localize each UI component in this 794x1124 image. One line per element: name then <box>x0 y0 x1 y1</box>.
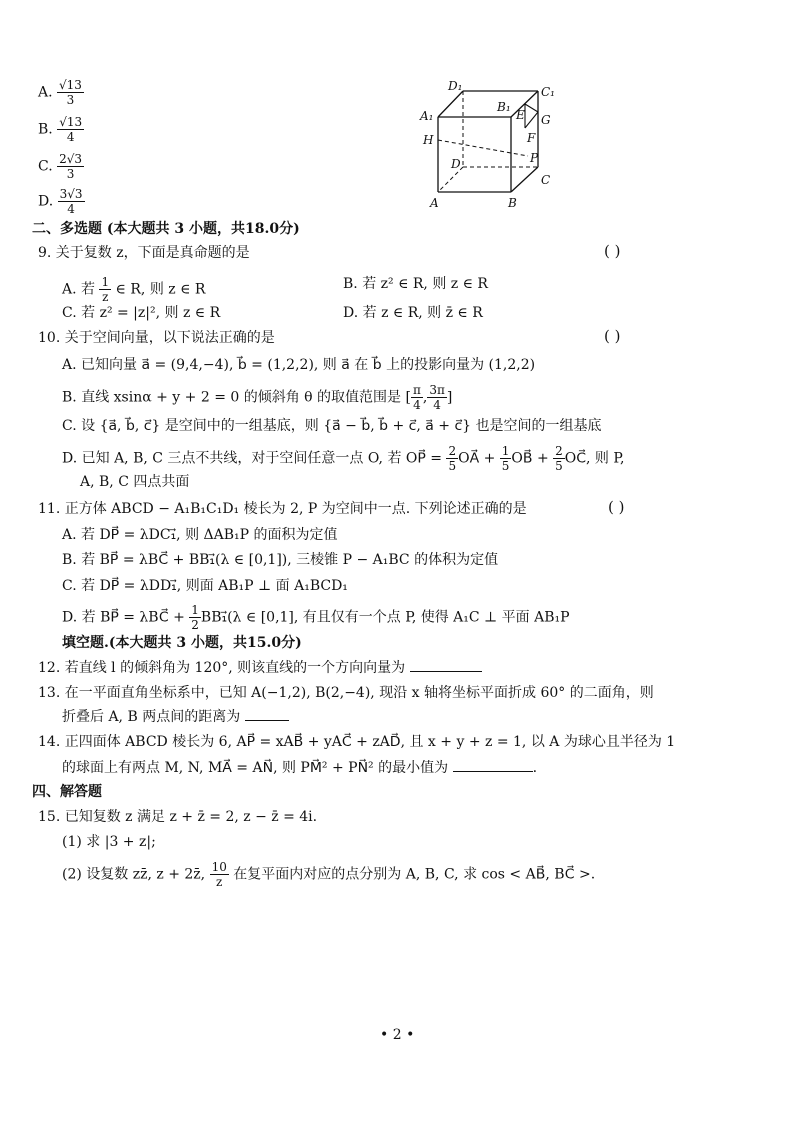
cube-figure <box>415 76 565 211</box>
q11-option-d <box>62 603 570 632</box>
numerator: 3π <box>429 383 445 397</box>
q10-option-a: A. 已知向量 a⃗ = (9,4,−4), b⃗ = (1,2,2), 则 a⃗ 在 b⃗ 上的投影向量为 (1,2,2) <box>62 357 536 373</box>
q9-option-d: D. 若 z ∈ R, 则 z̄ ∈ R <box>343 305 483 321</box>
label-c1: C₁ <box>541 85 555 99</box>
numerator: √13 <box>59 78 82 92</box>
segment-f-g <box>525 112 538 128</box>
fraction <box>427 383 447 412</box>
label-e: E <box>516 108 525 122</box>
label-g: G <box>541 113 551 127</box>
q13-text: 折叠后 A, B 两点间的距离为 <box>62 709 241 725</box>
edge-b-c <box>511 167 538 192</box>
page-number: • 2 • <box>380 1027 415 1043</box>
option-text: A. 若 <box>62 281 100 298</box>
fraction <box>411 383 423 412</box>
denominator: 5 <box>555 459 563 473</box>
hidden-segment-h-p <box>438 140 528 156</box>
denominator: 2 <box>191 618 199 632</box>
q13-line1: 13. 在一平面直角坐标系中，已知 A(−1,2), B(2,−4), 现沿 x 轴将坐标平面折成 60° 的二面角，则 <box>38 685 654 701</box>
fraction <box>57 152 84 181</box>
q14-line2 <box>62 759 537 777</box>
option-text: OC⃗, 则 P, <box>564 450 625 467</box>
option-label: D. <box>38 193 54 210</box>
q8-option-c <box>38 152 84 181</box>
numerator: √13 <box>59 115 83 129</box>
q10-option-c: C. 设 {a⃗, b⃗, c⃗} 是空间中的一组基底，则 {a⃗ − b⃗, b⃗ + c⃗, a⃗ + c⃗} 也是空间的一组基底 <box>62 418 602 434</box>
label-c: C <box>541 173 551 187</box>
denominator: 3 <box>66 93 75 107</box>
numerator: 1 <box>501 444 510 458</box>
q12-text: 12. 若直线 l 的倾斜角为 120°, 则该直线的一个方向向量为 <box>38 660 406 676</box>
q11-option-c: C. 若 DP⃗ = λDD₁⃗, 则面 AB₁P ⊥ 面 A₁BCD₁ <box>62 578 348 594</box>
label-a1: A₁ <box>420 109 434 123</box>
option-text: ] <box>446 389 453 406</box>
q9-stem: 9. 关于复数 z，下面是真命题的是 <box>38 245 250 261</box>
q8-option-d <box>38 187 85 216</box>
numerator: 2 <box>448 444 457 458</box>
numerator: 10 <box>211 860 227 874</box>
option-text: D. 已知 A, B, C 三点不共线，对于空间任意一点 O, 若 OP⃗ = <box>62 450 447 467</box>
q11-answer-paren: ( ) <box>608 498 625 516</box>
q11-option-b: B. 若 BP⃗ = λBC⃗ + BB₁⃗(λ ∈ [0,1]), 三棱锥 P − A₁BC 的体积为定值 <box>62 552 499 568</box>
q13-line2 <box>62 708 289 726</box>
q14-line1: 14. 正四面体 ABCD 棱长为 6, AP⃗ = xAB⃗ + yAC⃗ + zAD⃗, 且 x + y + z = 1, 以 A 为球心且半径为 1 <box>38 734 676 750</box>
option-label: B. <box>38 121 53 138</box>
denominator: 4 <box>67 202 75 216</box>
fraction <box>189 603 201 632</box>
option-text: BB₁⃗(λ ∈ [0,1], 有且仅有一个点 P, 使得 A₁C ⊥ 平面 AB₁P <box>200 609 570 626</box>
label-b1: B₁ <box>497 100 511 114</box>
q12 <box>38 659 482 677</box>
label-d: D <box>451 157 461 171</box>
numerator: 3√3 <box>59 187 83 201</box>
q9-option-b: B. 若 z² ∈ R, 则 z ∈ R <box>343 276 488 292</box>
denominator: 4 <box>433 398 441 412</box>
denominator: 5 <box>448 459 457 473</box>
fraction <box>58 187 85 216</box>
option-text: ∈ R, 则 z ∈ R <box>111 281 206 298</box>
label-p: P <box>530 151 539 165</box>
q10-option-d <box>62 444 624 473</box>
q13-answer-blank[interactable] <box>245 708 289 721</box>
q14-period: . <box>532 760 538 776</box>
label-h: H <box>423 133 434 147</box>
q8-option-a <box>38 78 84 107</box>
denominator: 5 <box>501 459 510 473</box>
q10-stem: 10. 关于空间向量，以下说法正确的是 <box>38 330 275 346</box>
label-d1: D₁ <box>448 79 463 93</box>
section-3-heading: 填空题.(本大题共 3 小题，共15.0分) <box>62 635 302 651</box>
denominator: 4 <box>66 130 75 144</box>
fraction <box>553 444 565 473</box>
q9-answer-paren: ( ) <box>604 242 621 260</box>
q10-option-b: B. 直线 xsinα + y + 2 = 0 的倾斜角 θ 的取值范围是 [ $\frac{\pi}{4}$ , $\frac{3\pi}{4}$ ] <box>62 383 453 412</box>
numerator: 2 <box>555 444 563 458</box>
q9-option-c: C. 若 z² = |z|², 则 z ∈ R <box>62 305 221 321</box>
option-text: D. 若 BP⃗ = λBC⃗ + <box>62 609 190 626</box>
q15-stem: 15. 已知复数 z 满足 z + z̄ = 2, z − z̄ = 4i. <box>38 809 318 825</box>
denominator: 4 <box>413 398 421 412</box>
numerator: 1 <box>191 603 199 617</box>
section-2-heading: 二、多选题 (本大题共 3 小题，共18.0分) <box>32 221 300 237</box>
q10-option-d-line2: A, B, C 四点共面 <box>80 474 190 490</box>
label-b: B <box>508 196 517 210</box>
q9-option-a <box>62 275 205 304</box>
numerator: 1 <box>101 275 110 289</box>
section-4-heading: 四、解答题 <box>32 784 102 800</box>
option-text: B. 直线 xsinα + y + 2 = 0 的倾斜角 θ 的取值范围是 [ <box>62 389 411 406</box>
numerator: π <box>412 383 421 397</box>
denominator: 3 <box>66 167 75 181</box>
q14-text: 的球面上有两点 M, N, MA⃗ = AN⃗, 则 PM⃗² + PN⃗² 的最小值为 <box>62 760 449 776</box>
fraction <box>57 115 84 144</box>
q11-option-a: A. 若 DP⃗ = λDC₁⃗, 则 ΔAB₁P 的面积为定值 <box>62 527 338 543</box>
fraction <box>99 275 111 304</box>
option-text: OB⃗ + <box>511 450 554 467</box>
denominator: z <box>102 290 109 304</box>
q12-answer-blank[interactable] <box>410 659 482 672</box>
q15-part2-text: (2) 设复数 zz̄, z + 2z̄, <box>62 866 210 883</box>
label-a: A <box>430 196 439 210</box>
fraction <box>446 444 458 473</box>
option-label: A. <box>38 84 53 101</box>
label-f: F <box>527 131 536 145</box>
q10-answer-paren: ( ) <box>604 327 621 345</box>
option-text: OA⃗ + <box>458 450 500 467</box>
numerator: 2√3 <box>59 152 83 166</box>
q8-option-b <box>38 115 84 144</box>
q15-part1: (1) 求 |3 + z|; <box>62 834 156 850</box>
q15-part2 <box>62 860 595 889</box>
q15-part2-text: 在复平面内对应的点分别为 A, B, C, 求 cos < AB⃗, BC⃗ >. <box>228 866 596 883</box>
fraction <box>57 78 84 107</box>
fraction <box>210 860 229 889</box>
fraction <box>500 444 512 473</box>
segment-e-g <box>525 104 538 112</box>
option-label: C. <box>38 158 53 175</box>
denominator: z <box>216 875 223 889</box>
q11-stem: 11. 正方体 ABCD − A₁B₁C₁D₁ 棱长为 2, P 为空间中一点. 下列论述正确的是 <box>38 501 527 517</box>
q14-answer-blank[interactable] <box>453 759 533 772</box>
edge-a1-d1 <box>438 91 463 117</box>
